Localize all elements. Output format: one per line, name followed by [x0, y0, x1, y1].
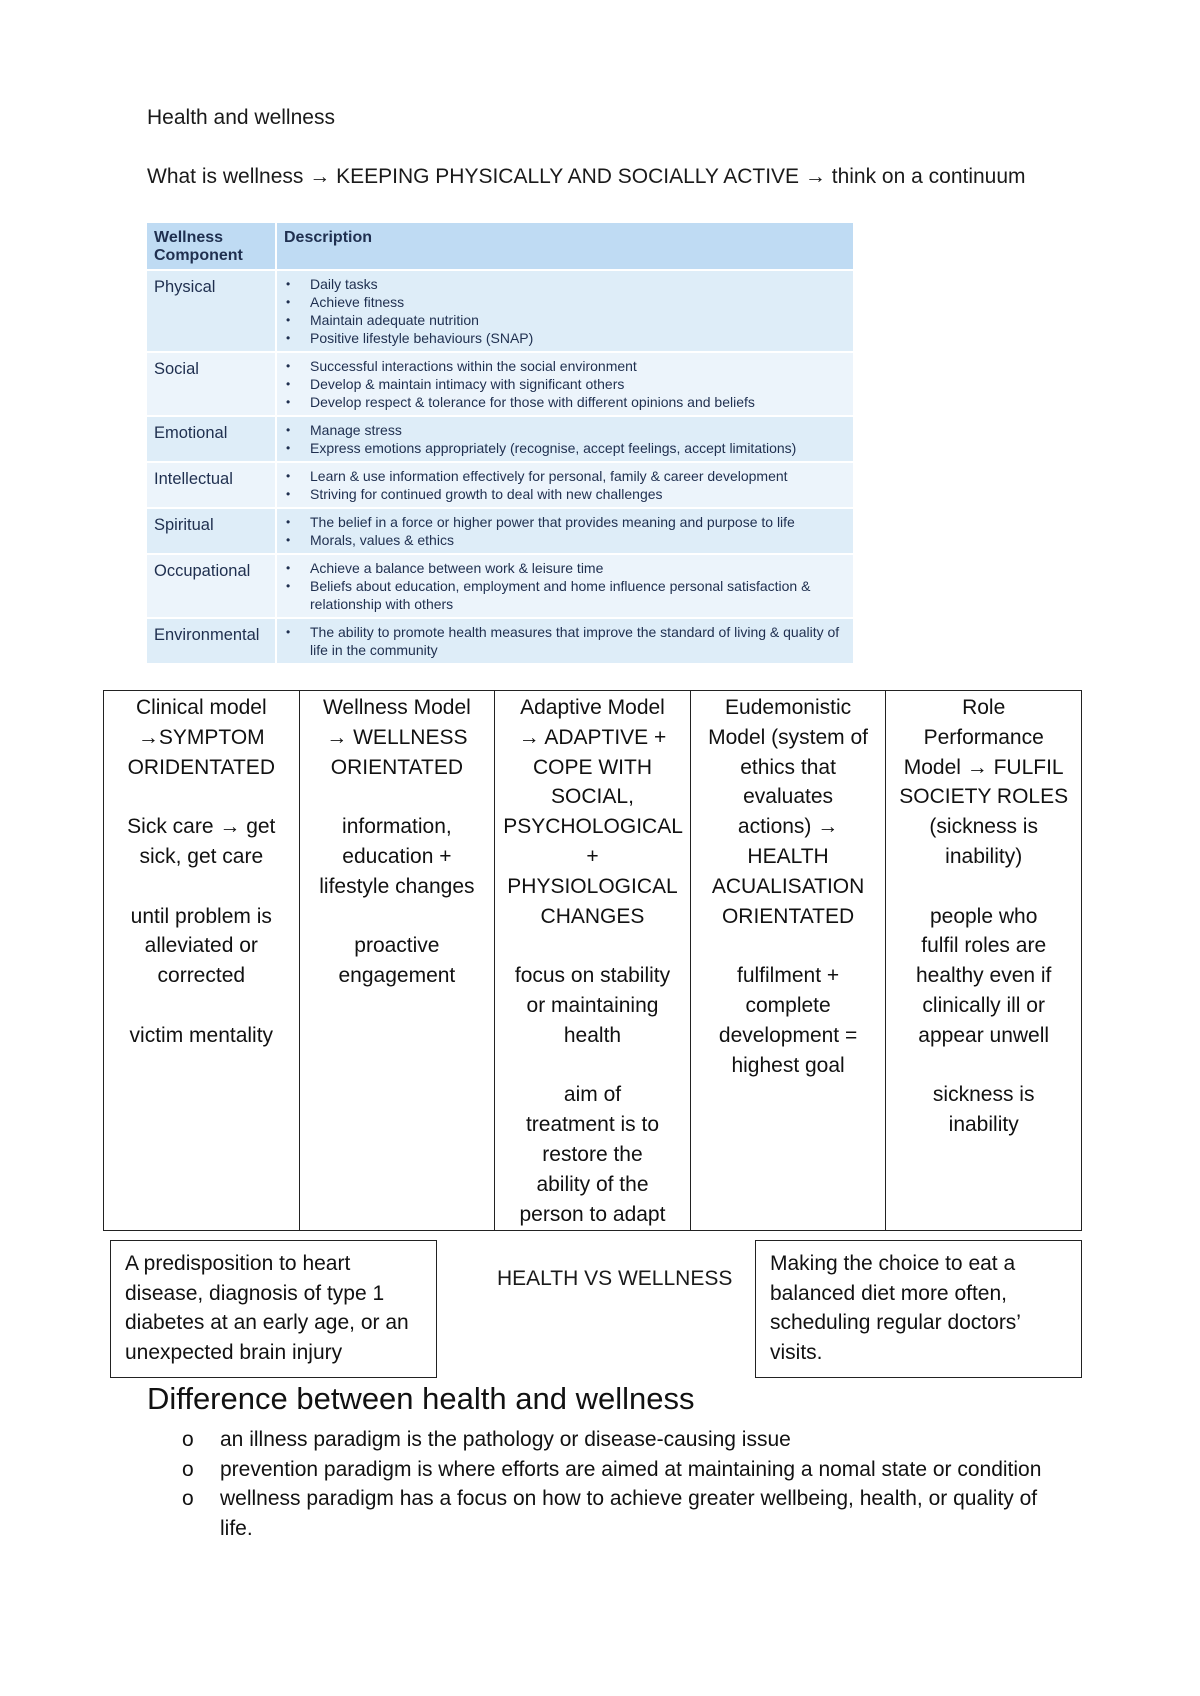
list-item-text: prevention paradigm is where efforts are aimed at maintaining a nomal state or condition [220, 1457, 1042, 1481]
component-description [275, 555, 853, 617]
list-item: • Develop & maintain intimacy with significant others [284, 375, 846, 393]
list-item: • Successful interactions within the social environment [284, 357, 846, 375]
component-description [275, 271, 853, 351]
description-list [284, 357, 846, 411]
list-item [180, 1484, 1060, 1543]
component-name: Spiritual [147, 509, 275, 553]
list-item: • Daily tasks [284, 275, 846, 293]
list-item: • The belief in a force or higher power that provides meaning and purpose to life [284, 513, 846, 531]
document-title: Health and wellness [147, 106, 335, 129]
description-list [284, 623, 846, 659]
component-name: Occupational [147, 555, 275, 617]
list-item: • Achieve a balance between work & leisure time [284, 559, 846, 577]
wellness-model-text: Wellness Model → WELLNESS ORIENTATED information, education + lifestyle changes proactive engagement [319, 696, 475, 988]
list-item: • Beliefs about education, employment and home influence personal satisfaction & relationship with others [284, 577, 846, 613]
wellness-table-body [147, 271, 853, 663]
list-item: • Express emotions appropriately (recognise, accept feelings, accept limitations) [284, 439, 846, 457]
wellness-components-table [147, 221, 853, 665]
arrow-right-icon: → [309, 165, 331, 188]
component-name: Environmental [147, 619, 275, 663]
health-example-box [110, 1240, 437, 1378]
table-row [147, 353, 853, 415]
role-performance-model-text: Role Performance Model → FULFIL SOCIETY ROLES (sickness is inability) people who fulfil roles are healthy even if clinically ill or appear unwell sickness is inability [899, 696, 1069, 1137]
arrow-right-icon: → [804, 165, 826, 188]
list-item: • Striving for continued growth to deal with new challenges [284, 485, 846, 503]
wellness-model-cell [299, 691, 495, 1231]
table-row [147, 509, 853, 553]
paradigm-list [180, 1425, 1060, 1543]
component-description [275, 619, 853, 663]
component-name: Physical [147, 271, 275, 351]
list-item: • Positive lifestyle behaviours (SNAP) [284, 329, 846, 347]
section-heading: Difference between health and wellness [147, 1381, 695, 1416]
list-item [180, 1455, 1060, 1485]
list-item: • Maintain adequate nutrition [284, 311, 846, 329]
list-item: • Develop respect & tolerance for those with different opinions and beliefs [284, 393, 846, 411]
component-description [275, 463, 853, 507]
description-list [284, 513, 846, 549]
table-row [147, 619, 853, 663]
health-example-text: A predisposition to heart disease, diagnosis of type 1 diabetes at an early age, or an unexpected brain injury [125, 1252, 409, 1364]
list-item: • Learn & use information effectively for personal, family & career development [284, 467, 846, 485]
circle-bullet-icon: o [182, 1457, 194, 1481]
description-list [284, 275, 846, 347]
description-list [284, 421, 846, 457]
wellness-definition [147, 165, 1026, 189]
adaptive-model-text: Adaptive Model → ADAPTIVE + COPE WITH SOCIAL, PSYCHOLOGICAL + PHYSIOLOGICAL CHANGES focus on stability or maintaining health aim of treatment is to restore the ability of the person to adapt [503, 696, 683, 1226]
table-row [147, 463, 853, 507]
description-list [284, 559, 846, 613]
component-name: Social [147, 353, 275, 415]
list-item [180, 1425, 1060, 1455]
wellness-example-box [755, 1240, 1082, 1378]
list-item-text: an illness paradigm is the pathology or disease-causing issue [220, 1428, 791, 1451]
table-row [147, 555, 853, 617]
list-item: • The ability to promote health measures that improve the standard of living & quality of life in the community [284, 623, 846, 659]
component-name: Emotional [147, 417, 275, 461]
definition-part-2: KEEPING PHYSICALLY AND SOCIALLY ACTIVE [336, 165, 800, 188]
table-row [147, 271, 853, 351]
list-item: • Morals, values & ethics [284, 531, 846, 549]
description-list [284, 467, 846, 503]
component-name: Intellectual [147, 463, 275, 507]
list-item: • Manage stress [284, 421, 846, 439]
eudemonistic-model-text: Eudemonistic Model (system of ethics that evaluates actions) → HEALTH ACUALISATION ORIENTATED fulfilment + complete development = highest goal [708, 696, 869, 1077]
clinical-model-text: Clinical model →SYMPTOM ORIDENTATED Sick care → get sick, get care until problem is alleviated or corrected victim mentality [127, 696, 276, 1047]
circle-bullet-icon: o [182, 1487, 194, 1510]
role-performance-model-cell [886, 691, 1082, 1231]
list-item: • Achieve fitness [284, 293, 846, 311]
definition-part-1: What is wellness [147, 165, 304, 188]
clinical-model-cell [104, 691, 300, 1231]
component-description [275, 353, 853, 415]
definition-part-3: think on a continuum [831, 165, 1026, 188]
list-item-text: wellness paradigm has a focus on how to achieve greater wellbeing, health, or quality of life. [220, 1487, 1038, 1540]
circle-bullet-icon: o [182, 1428, 194, 1451]
adaptive-model-cell [495, 691, 691, 1231]
eudemonistic-model-cell [690, 691, 886, 1231]
wellness-example-text: Making the choice to eat a balanced diet more often, scheduling regular doctors’ visits. [770, 1252, 1021, 1364]
component-description [275, 417, 853, 461]
header-wellness-component: Wellness Component [147, 223, 275, 269]
table-row [147, 417, 853, 461]
health-models-table [103, 690, 1082, 1231]
component-description [275, 509, 853, 553]
header-description: Description [275, 223, 853, 269]
health-vs-wellness-label: HEALTH VS WELLNESS [497, 1267, 733, 1290]
